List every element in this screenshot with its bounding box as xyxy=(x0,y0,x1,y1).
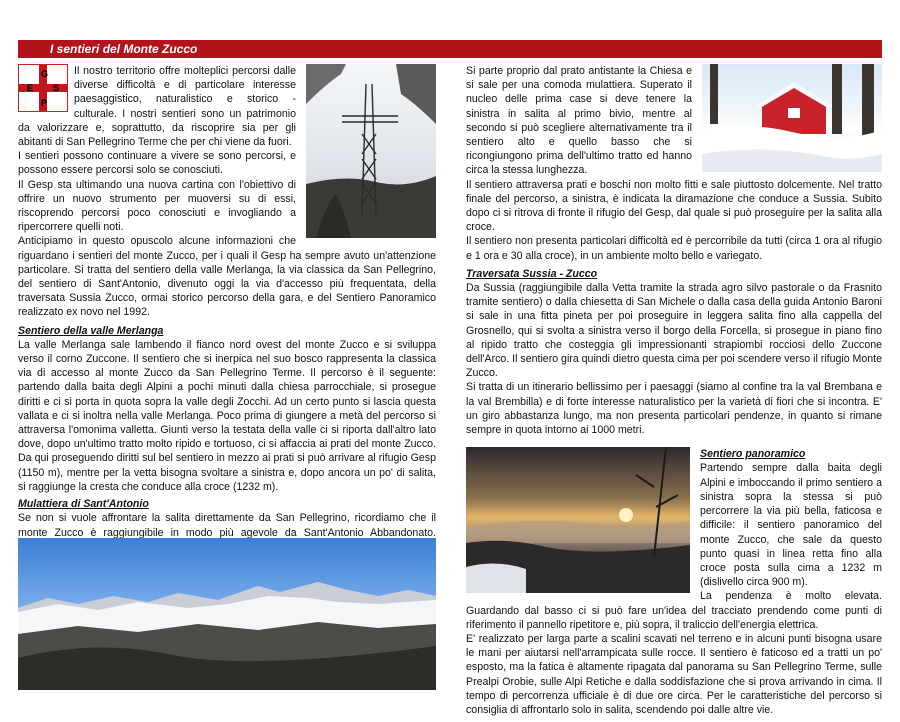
snowy-chapel-photo xyxy=(702,64,882,172)
summit-cross-photo xyxy=(306,64,436,238)
intro-paragraph-2: I sentieri possono continuare a vivere se sono percorsi, e possono essere percorsi solo se conosciuti. xyxy=(18,150,296,177)
right-column xyxy=(466,64,882,717)
panoramico-paragraph-2: La pendenza è molto elevata. Guardando dal basso ci si può fare un'idea del tracciato prendendo come punti di riferimento il pannello ripetitore e, più sopra, il traliccio dell'energia elettrica. xyxy=(466,590,882,631)
panoramico-paragraph-3: E' realizzato per larga parte a scalini scavati nel terreno e in alcuni punti bisogna usare le mani per aiutarsi nell'arrampicata sulle rocce. Il sentiero è faticoso ed a tratti un po' esposto, ma la fatica è altamente ripagata dal panorama su San Pellegrino Terme, sulle Prealpi Orobie, sulle Alpi Retiche e dalla soddisfazione che si prova arrivando in cima. Il tempo di percorrenza ufficiale è di due ore circa. Per le caratteristiche del percorso si consiglia di affrontarlo solo in salita, scendendo poi dalle altre vie. xyxy=(466,632,882,716)
snowy-chapel-illustration xyxy=(702,64,882,172)
page-title: I sentieri del Monte Zucco xyxy=(50,42,198,56)
sunset-photo xyxy=(466,447,690,593)
sussia-paragraph-1: Da Sussia (raggiungibile dalla Vetta tramite la strada agro silvo pastorale o da Frasnito tramite sentiero) o dalla chiesetta di San Michele o dalla casa della guida Antonio Baroni si sale in una fitta pineta per poi proseguire in leggera salita fino alla cappella del Grosnello, qui si svolta a sinistra verso il borgo della Forcella, si prosegue in piano fino al ripido tratto che costeggia gli impressionanti strapiombi rocciosi dello Zuccone dell'Arco. Il sentiero gira quindi dietro questa cima per poi scendere verso il rifugio Monte Zucco. xyxy=(466,282,882,380)
title-banner xyxy=(18,40,882,58)
merlanga-paragraph: La valle Merlanga sale lambendo il fianco nord ovest del monte Zucco e si sviluppa verso il corno Zuccone. Il sentiero che si inerpica nel suo bosco rappresenta la classica via di accesso al monte Zucco da San Pellegrino Terme. Il percorso è il seguente: partendo dalla baita degli Alpini a pochi minuti dalla chiesa parrocchiale, si prosegue diritti e ci si porta in quota sopra la valle degli Zocchi. Ad un certo punto si lascia questa vallata e ci si inoltra nella valle Merlanga. Poco prima di giungere a metà del percorso si attraversa l'omonima valletta. Giunti verso la testata della valle ci si riporta dall'altro lato dove, dopo un'ultimo tratto molto ripido e tortuoso, ci si affaccia ai prati del monte Zucco. Da qui proseguendo diritti sul bel sentiero in mezzo ai prati si può arrivare al rifugio Gesp (1150 m), mentre per la vetta bisogna svoltare a sinistra e, dopo ancora un po' di salita, si raggiunge la cresta che conduce alla croce (1232 m). xyxy=(18,338,436,493)
sunset-illustration xyxy=(466,447,690,593)
gesp-logo xyxy=(18,64,68,112)
mountain-panorama-photo xyxy=(18,538,436,690)
panoramico-paragraph-1: Partendo sempre dalla baita degli Alpini e imboccando il primo sentiero a sinistra sopra la stessa si può percorrere la via più bella, faticosa e difficile: il sentiero panoramico del monte Zucco, che sale da questo punto quasi in linea retta fino alla croce posta sulla cima a 1232 m (dislivello circa 900 m). xyxy=(700,462,882,589)
santantonio-route-paragraph-1: Si parte proprio dal prato antistante la Chiesa e si sale per una comoda mulattiera. Superato il nucleo delle prima case si deve tenere la sinistra in salita al primo bivio, mentre al secondo si può scegliere alternativamente tra il sentiero alto e quello basso che si ricongiungono prima dell'ultimo tratto ed hanno circa la stessa lunghezza. xyxy=(466,65,692,177)
logo-letter-s: S xyxy=(53,83,60,93)
logo-letter-e: E xyxy=(27,83,34,93)
summit-cross-illustration xyxy=(306,64,436,238)
logo-letter-g: G xyxy=(41,69,49,79)
santantonio-paragraph: Se non si vuole affrontare la salita direttamente da San Pellegrino, ricordiamo che il monte Zucco è raggiungibile in modo più agevole da Sant'Antonio Abbandonato. xyxy=(18,512,436,539)
merlanga-heading: Sentiero della valle Merlanga xyxy=(18,324,164,337)
intro-paragraph-4: Anticipiamo in questo opuscolo alcune informazioni che riguardano i sentieri del monte Zucco, per i quali il Gesp ha sempre avuto un'attenzione particolare. Si tratta del sentiero della valle Merlanga, la via classica da San Pellegrino, del sentiero di Sant'Antonio, divenuto oggi la via d'accesso più frequentata, della traversata Sussia Zucco, ormai storico percorso della gara, e del Sentiero Panoramico realizzato ex novo nel 1992. xyxy=(18,235,436,319)
logo-letter-p: P xyxy=(41,98,48,108)
panoramico-heading: Sentiero panoramico xyxy=(700,448,806,461)
santantonio-route-paragraph-3: Il sentiero non presenta particolari difficoltà ed è percorribile da tutti (circa 1 ora al rifugio e 1 ora e 30 alla croce), in un ambiente molto bello e variegato. xyxy=(466,235,882,262)
santantonio-route-paragraph-2: Il sentiero attraversa prati e boschi non molto fitti e sale piuttosto dolcemente. Nel tratto finale del percorso, a sinistra, è indicata la diramazione che conduce a Sussia. Subito dopo ci si ritrova di fronte il rifugio del Gesp, dal quale si può proseguire per la salita alla croce. xyxy=(466,178,882,234)
sussia-heading: Traversata Sussia - Zucco xyxy=(466,267,598,280)
left-column xyxy=(18,64,436,568)
santantonio-heading: Mulattiera di Sant'Antonio xyxy=(18,498,149,511)
sussia-paragraph-2: Si tratta di un itinerario bellissimo per i paesaggi (siamo al confine tra la val Brembana e la val Brembilla) e di forte interesse naturalistico per la varietà di fiori che si incontra. E' un giro abbastanza lungo, ma non presenta particolari pendenze, in quanto si rimane sempre in quota intorno ai 1000 metri. xyxy=(466,381,882,437)
intro-paragraph-1: Il nostro territorio offre molteplici percorsi dalle diverse difficoltà e di particolare interesse paesaggistico, naturalistico e storico - culturale. I nostri sentieri sono un patrimonio da valorizzare e, soprattutto, da riscoprire sia per gli abitanti di San Pellegrino Terme che per chi viene da fuori. xyxy=(18,65,296,149)
mountain-panorama-illustration xyxy=(18,538,436,690)
intro-paragraph-3: Il Gesp sta ultimando una nuova cartina con l'obiettivo di offrire un nuovo strumento per muoversi su di essi, riscoprendo percorsi poco conosciuti e invogliando a ripercorrere quelli noti. xyxy=(18,178,296,234)
